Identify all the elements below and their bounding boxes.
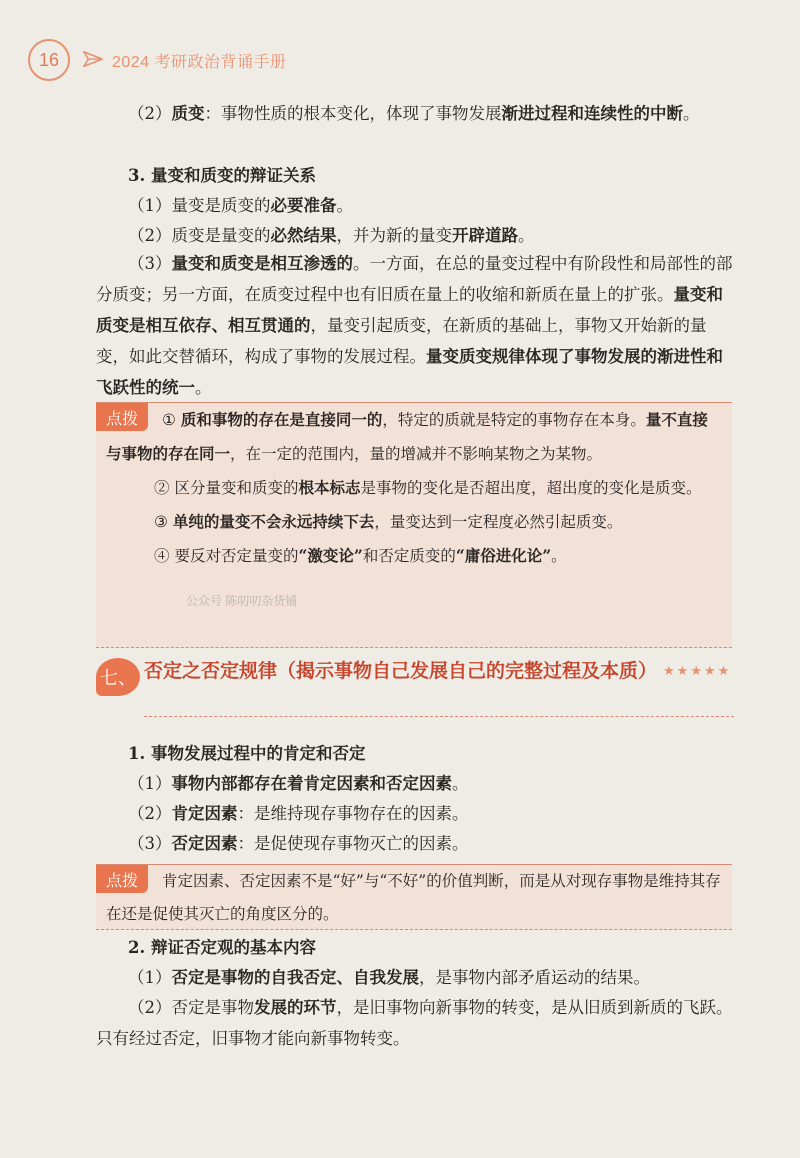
para-factors bbox=[96, 768, 736, 799]
tip-content bbox=[96, 865, 732, 931]
text-end: 。 bbox=[551, 547, 567, 565]
text: （2）质变是量变的 bbox=[128, 226, 271, 245]
text: 区分量变和质变的 bbox=[174, 479, 299, 497]
page-header bbox=[28, 38, 287, 82]
heading-dialectical-relation bbox=[96, 160, 736, 191]
term-bold: 质变 bbox=[171, 104, 205, 123]
qualitative-change-para bbox=[96, 98, 736, 129]
tip-content bbox=[96, 403, 732, 573]
text: 是事物的变化是否超出度，超出度的变化是质变。 bbox=[360, 479, 702, 497]
text-bold: 渐进过程和连续性的中断 bbox=[501, 104, 683, 123]
text-bold: 事物内部都存在着肯定因素和否定因素 bbox=[171, 774, 452, 793]
item-number: ④ bbox=[154, 547, 170, 565]
tip-item-1 bbox=[106, 403, 722, 471]
text-bold: “激变论” bbox=[298, 546, 363, 565]
text: （2） bbox=[128, 804, 172, 823]
text: ：是维持现存事物存在的因素。 bbox=[237, 804, 469, 823]
text-bold: 量变和质变是相互依存、相互贯通的 bbox=[96, 285, 723, 335]
tip-item-4 bbox=[106, 539, 722, 573]
text-end: 。 bbox=[195, 378, 212, 397]
para-quantitative-prep bbox=[96, 190, 736, 221]
paper-plane-icon bbox=[82, 49, 104, 71]
text: （1）量变是质变的 bbox=[128, 196, 271, 215]
text: ，在一定的范围内，量的增减并不影响某物之为某物。 bbox=[230, 445, 603, 463]
tip-item-2 bbox=[106, 471, 722, 505]
tip-box-1 bbox=[96, 402, 732, 648]
text: ，量变引起质变，在新质的基础上，事物又开始新的量变，如此交替循环，构成了事物的发展过程。 bbox=[96, 316, 707, 366]
tip-tag: 点拨 bbox=[96, 403, 148, 431]
subheading: 1. 事物发展过程中的肯定和否定 bbox=[128, 744, 366, 763]
text: ：事物性质的根本变化，体现了事物发展 bbox=[204, 104, 502, 123]
section-title-text: 否定之否定规律（揭示事物自己发展自己的完整过程及本质） bbox=[144, 660, 658, 682]
text: 和否定质变的 bbox=[362, 547, 456, 565]
text: 。一方面，在总的量变过程中有阶段性和局部性的部分质变；另一方面，在质变过程中也有旧质在量上的收缩和新质在量上的扩张。 bbox=[96, 254, 733, 304]
text: ，是旧事物向新事物的转变，是从旧质到新质的飞跃。只有经过否定，旧事物才能向新事物转变。 bbox=[96, 998, 733, 1048]
text: （3） bbox=[128, 834, 172, 853]
para-qualitative-result bbox=[96, 220, 736, 251]
para-affirm-factor bbox=[96, 798, 736, 829]
tip-tag: 点拨 bbox=[96, 865, 148, 893]
text-bold: 量不直接与事物的存在同一 bbox=[106, 410, 708, 463]
text-end: 。 bbox=[683, 104, 700, 123]
text: ，特定的质就是特定的事物存在本身。 bbox=[382, 411, 646, 429]
tip-item-3 bbox=[106, 505, 722, 539]
text-bold: “庸俗进化论” bbox=[455, 546, 552, 565]
text: （2）否定是事物 bbox=[128, 998, 254, 1017]
text: ，并为新的量变 bbox=[336, 226, 452, 245]
text: （1） bbox=[128, 774, 172, 793]
text-bold: 根本标志 bbox=[298, 478, 361, 497]
text-bold: 否定因素 bbox=[171, 834, 238, 853]
text-end: 。 bbox=[452, 774, 469, 793]
tip-text: 肯定因素、否定因素不是“好”与“不好”的价值判断，而是从对现存事物是维持其存在还是促使其灭亡的角度区分的。 bbox=[106, 872, 721, 923]
section-badge: 七、 bbox=[96, 658, 140, 696]
text: （1） bbox=[128, 968, 172, 987]
text: 要反对否定量变的 bbox=[174, 547, 299, 565]
text-bold: 否定是事物的自我否定、自我发展 bbox=[171, 968, 419, 987]
text-bold: 必然结果 bbox=[270, 226, 337, 245]
text-bold: 发展的环节 bbox=[254, 998, 337, 1017]
text: ：是促使现存事物灭亡的因素。 bbox=[237, 834, 469, 853]
star-rating-icon: ★★★★★ bbox=[663, 663, 732, 679]
text-bold: 开辟道路 bbox=[452, 226, 518, 245]
text: ，量变达到一定程度必然引起质变。 bbox=[374, 513, 623, 531]
text-end: 。 bbox=[518, 226, 535, 245]
tip-box-2 bbox=[96, 864, 732, 930]
text-bold: 必要准备 bbox=[270, 196, 337, 215]
heading-dialectical-negation bbox=[96, 932, 736, 963]
subheading: 3. 量变和质变的辩证关系 bbox=[128, 166, 316, 185]
section-title bbox=[144, 656, 734, 687]
item-number: ① bbox=[162, 411, 176, 429]
para-mutual-penetration bbox=[96, 248, 736, 403]
page-number: 16 bbox=[28, 39, 70, 81]
text: ，是事物内部矛盾运动的结果。 bbox=[419, 968, 650, 987]
text-prefix: （2） bbox=[128, 104, 172, 123]
text-bold: 量变质变规律体现了事物发展的渐进性和飞跃性的统一 bbox=[96, 347, 723, 397]
para-negation-link bbox=[96, 992, 736, 1054]
item-number: ③ bbox=[154, 513, 168, 531]
text-bold: 单纯的量变不会永远持续下去 bbox=[172, 512, 375, 531]
subheading: 2. 辩证否定观的基本内容 bbox=[128, 938, 316, 957]
book-title: 2024 考研政治背诵手册 bbox=[112, 53, 287, 71]
text-bold: 质和事物的存在是直接同一的 bbox=[180, 410, 383, 429]
text: （3） bbox=[128, 254, 172, 273]
text-bold: 量变和质变是相互渗透的 bbox=[171, 254, 353, 273]
item-number: ② bbox=[154, 479, 170, 497]
watermark: 公众号 陈叨叨杂货铺 bbox=[186, 594, 298, 608]
para-self-negation bbox=[96, 962, 736, 993]
text-bold: 肯定因素 bbox=[171, 804, 238, 823]
text-end: 。 bbox=[336, 196, 353, 215]
section-divider bbox=[144, 716, 734, 717]
heading-affirm-negate bbox=[96, 738, 736, 769]
para-negate-factor bbox=[96, 828, 736, 859]
